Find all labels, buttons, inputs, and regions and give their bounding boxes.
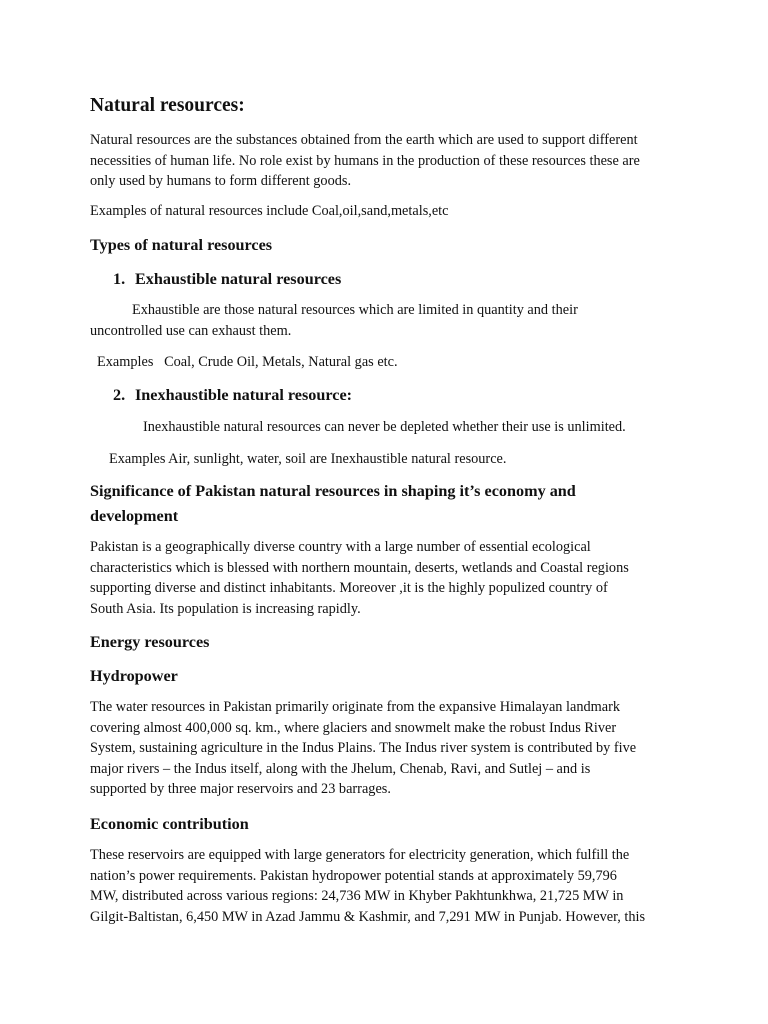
inexhaustible-examples: Examples Air, sunlight, water, soil are Inexhaustible natural resource. <box>109 451 507 467</box>
economic-line-1: These reservoirs are equipped with large generators for electricity generation, which fulfill the <box>90 847 630 863</box>
hydropower-line-4: major rivers – the Indus itself, along with the Jhelum, Chenab, Ravi, and Sutlej – and is <box>90 760 591 777</box>
exhaustible-line-2: uncontrolled use can exhaust them. <box>90 322 292 339</box>
inexhaustible-list-item <box>113 384 352 406</box>
intro-line-2: necessities of human life. No role exist by humans in the production of these resources these are <box>90 152 640 169</box>
significance-line-2: characteristics which is blessed with northern mountain, deserts, wetlands and Coastal regions <box>90 559 629 576</box>
exhaustible-heading: Exhaustible natural resources <box>135 270 342 288</box>
significance-line-4: South Asia. Its population is increasing rapidly. <box>90 600 361 617</box>
examples-intro-paragraph: Examples of natural resources include Coal,oil,sand,metals,etc <box>90 203 449 219</box>
exhaustible-list-item <box>113 268 341 290</box>
inexhaustible-heading: Inexhaustible natural resource: <box>135 386 353 404</box>
intro-line-1: Natural resources are the substances obtained from the earth which are used to support different <box>90 132 638 148</box>
significance-heading-line-1: Significance of Pakistan natural resources in shaping it’s economy and <box>90 482 576 500</box>
list-number-1: 1. <box>113 270 126 288</box>
list-number-2: 2. <box>113 386 126 404</box>
exhaustible-examples: Examples Coal, Crude Oil, Metals, Natural gas etc. <box>97 354 398 370</box>
intro-line-3: only used by humans to form different goods. <box>90 173 352 190</box>
significance-paragraph <box>90 537 690 619</box>
significance-heading-line-2: development <box>90 506 179 525</box>
hydropower-line-5: supported by three major reservoirs and 23 barrages. <box>90 781 391 798</box>
intro-paragraph <box>90 130 690 192</box>
hydropower-line-3: System, sustaining agriculture in the Indus Plains. The Indus river system is contributed by five <box>90 740 637 757</box>
inexhaustible-paragraph: Inexhaustible natural resources can never be depleted whether their use is unlimited. <box>143 419 626 435</box>
economic-line-3: MW, distributed across various regions: 24,736 MW in Khyber Pakhtunkhwa, 21,725 MW in <box>90 888 624 905</box>
types-heading: Types of natural resources <box>90 236 273 254</box>
significance-heading <box>90 479 690 528</box>
exhaustible-line-1: Exhaustible are those natural resources which are limited in quantity and their <box>132 302 578 318</box>
page-title: Natural resources: <box>90 95 245 116</box>
significance-line-1: Pakistan is a geographically diverse country with a large number of essential ecological <box>90 539 591 555</box>
economic-contribution-heading: Economic contribution <box>90 815 249 833</box>
hydropower-heading: Hydropower <box>90 667 178 685</box>
hydropower-line-2: covering almost 400,000 sq. km., where glaciers and snowmelt make the robust Indus River <box>90 719 617 736</box>
exhaustible-paragraph <box>90 300 690 341</box>
economic-line-2: nation’s power requirements. Pakistan hydropower potential stands at approximately 59,796 <box>90 867 617 884</box>
economic-line-4: Gilgit-Baltistan, 6,450 MW in Azad Jammu & Kashmir, and 7,291 MW in Punjab. However, this <box>90 908 646 925</box>
energy-resources-heading: Energy resources <box>90 633 210 651</box>
hydropower-line-1: The water resources in Pakistan primarily originate from the expansive Himalayan landmark <box>90 699 620 715</box>
hydropower-paragraph <box>90 697 690 800</box>
economic-paragraph <box>90 845 690 927</box>
significance-line-3: supporting diverse and distinct inhabitants. Moreover ,it is the highly populized country of <box>90 580 608 597</box>
